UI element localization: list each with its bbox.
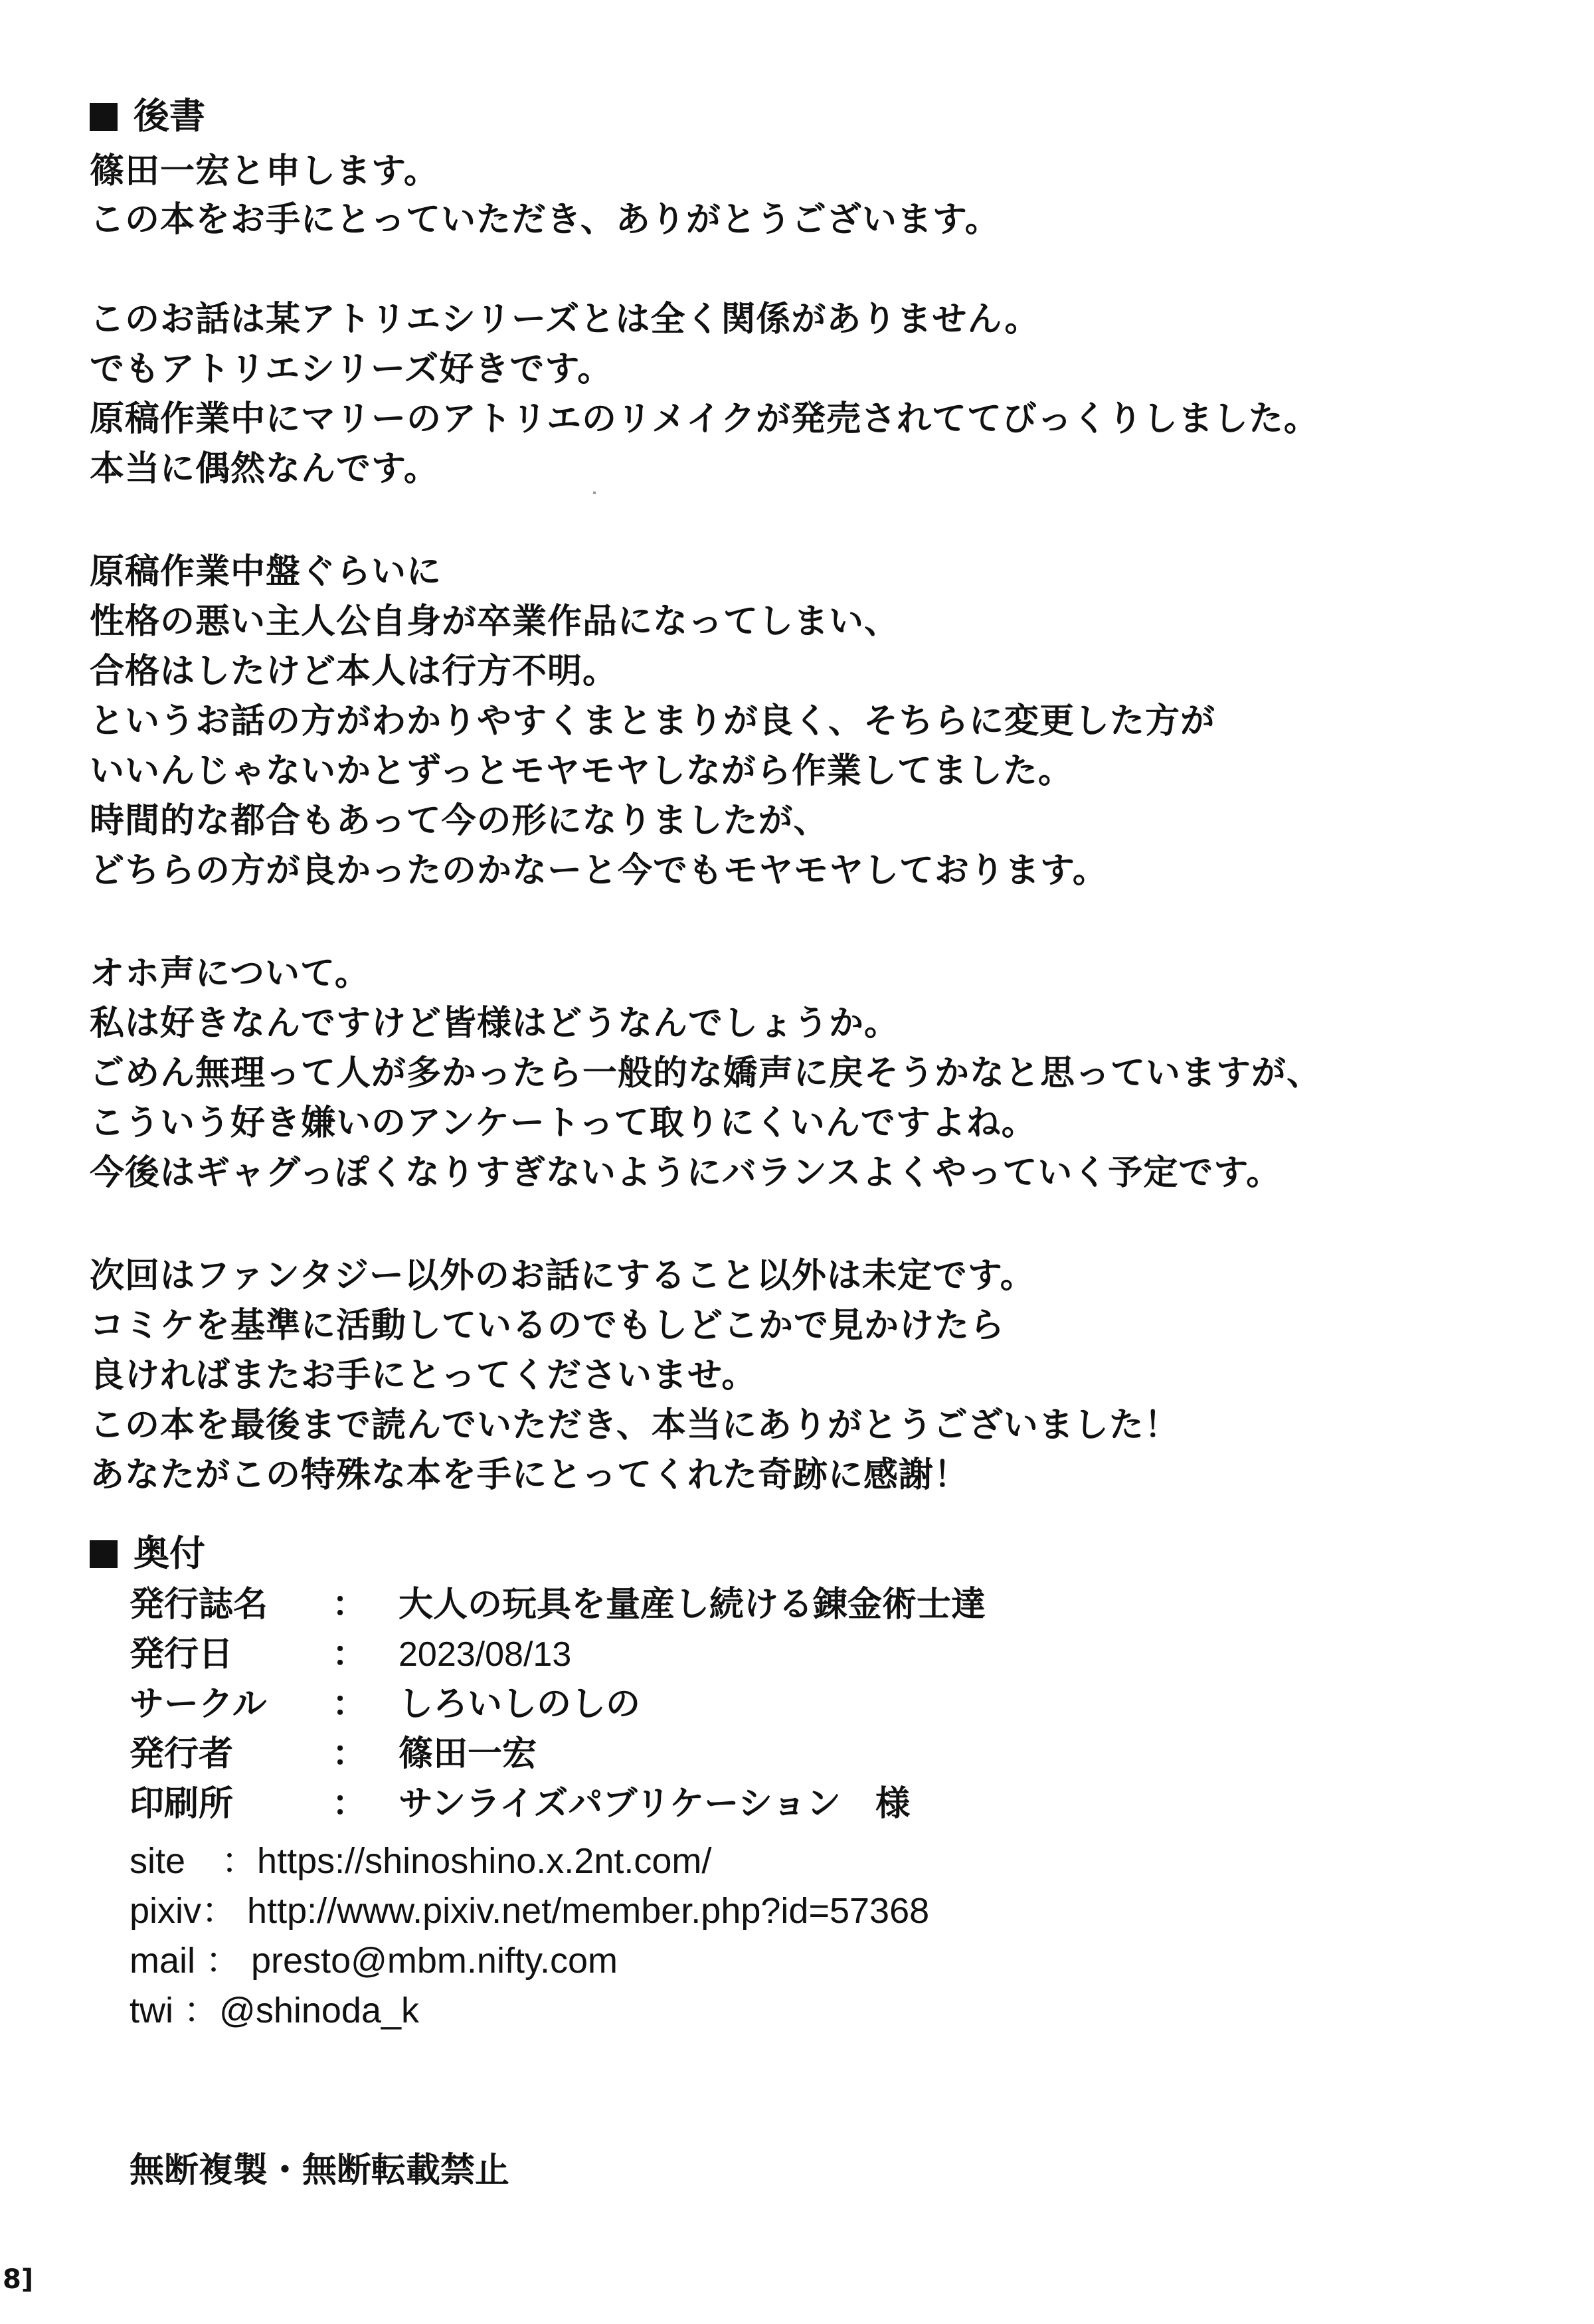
afterword-line: でもアトリエシリーズ好きです。 — [90, 349, 613, 389]
afterword-line: このお話は某アトリエシリーズとは全く関係がありません。 — [90, 300, 1040, 339]
afterword-line: こういう好き嫌いのアンケートって取りにくいんですよね。 — [90, 1103, 1037, 1143]
afterword-line: 今後はギャグっぽくなりすぎないようにバランスよくやっていく予定です。 — [90, 1153, 1282, 1193]
colophon-key: サークル — [130, 1684, 267, 1724]
twitter-handle[interactable]: twi ：@shinoda_k — [130, 1991, 420, 2030]
afterword-line: 時間的な都合もあって今の形になりましたが、 — [90, 801, 829, 841]
colophon-key: 発行日 — [130, 1635, 234, 1674]
copyright-notice: 無断複製・無断転載禁止 — [130, 2151, 510, 2190]
colophon-value: 篠田一宏 — [398, 1734, 537, 1774]
colophon-colon: ： — [332, 1684, 367, 1724]
afterword-line: 良ければまたお手にとってくださいませ。 — [90, 1356, 757, 1395]
colophon-value: しろいしのしの — [398, 1684, 641, 1724]
afterword-line: 合格はしたけど本人は行方不明。 — [90, 652, 618, 691]
afterword-line: オホ声について。 — [90, 954, 370, 994]
afterword-line: この本をお手にとっていただき、ありがとうございます。 — [90, 200, 1000, 240]
afterword-heading: 後書 — [90, 98, 205, 134]
afterword-line: ごめん無理って人が多かったら一般的な嬌声に戻そうかなと思っていますが、 — [90, 1053, 1322, 1093]
colophon-value: サンライズパブリケーション 様 — [398, 1784, 911, 1824]
page-number: 8] — [3, 2264, 34, 2295]
mail-address[interactable]: mail ： presto@mbm.nifty.com — [130, 1941, 618, 1981]
afterword-line: あなたがこの特殊な本を手にとってくれた奇跡に感謝！ — [90, 1455, 969, 1495]
afterword-line: 私は好きなんですけど皆様はどうなんでしょうか。 — [90, 1004, 900, 1043]
colophon-heading: 奥付 — [90, 1536, 205, 1571]
colophon-colon: ： — [332, 1585, 367, 1625]
afterword-line: というお話の方がわかりやすくまとまりが良く、そちらに変更した方が — [90, 701, 1215, 741]
colophon-key: 印刷所 — [130, 1784, 234, 1824]
colophon-colon: ： — [332, 1784, 367, 1824]
afterword-line: 次回はファンタジー以外のお話にすること以外は未定です。 — [90, 1256, 1035, 1296]
afterword-line: 性格の悪い主人公自身が卒業作品になってしまい、 — [90, 602, 900, 642]
colophon-key: 発行者 — [130, 1734, 234, 1774]
afterword-line: この本を最後まで読んでいただき、本当にありがとうございました！ — [90, 1405, 1180, 1445]
colophon-value: 大人の玩具を量産し続ける錬金術士達 — [398, 1585, 986, 1625]
afterword-line: どちらの方が良かったのかなーと今でもモヤモヤしております。 — [90, 851, 1108, 891]
colophon-key: 発行誌名 — [130, 1585, 268, 1625]
afterword-line: 原稿作業中にマリーのアトリエのリメイクが発売されててびっくりしました。 — [90, 399, 1319, 439]
speck — [593, 492, 596, 494]
colophon-colon: ： — [332, 1635, 367, 1674]
afterword-line: 篠田一宏と申します。 — [90, 151, 439, 191]
square-bullet-icon — [90, 103, 118, 131]
afterword-line: コミケを基準に活動しているのでもしどこかで見かけたら — [90, 1306, 1006, 1346]
square-bullet-icon — [90, 1540, 118, 1568]
pixiv-link[interactable]: pixiv： http://www.pixiv.net/member.php?id=57368 — [130, 1891, 930, 1931]
colophon-colon: ： — [332, 1734, 367, 1774]
afterword-line: 本当に偶然なんです。 — [90, 449, 439, 489]
colophon-value: 2023/08/13 — [398, 1635, 572, 1674]
afterword-line: いいんじゃないかとずっとモヤモヤしながら作業してました。 — [90, 751, 1073, 791]
afterword-line: 原稿作業中盤ぐらいに — [90, 552, 442, 592]
site-link[interactable]: site ：https://shinoshino.x.2nt.com/ — [130, 1841, 712, 1881]
